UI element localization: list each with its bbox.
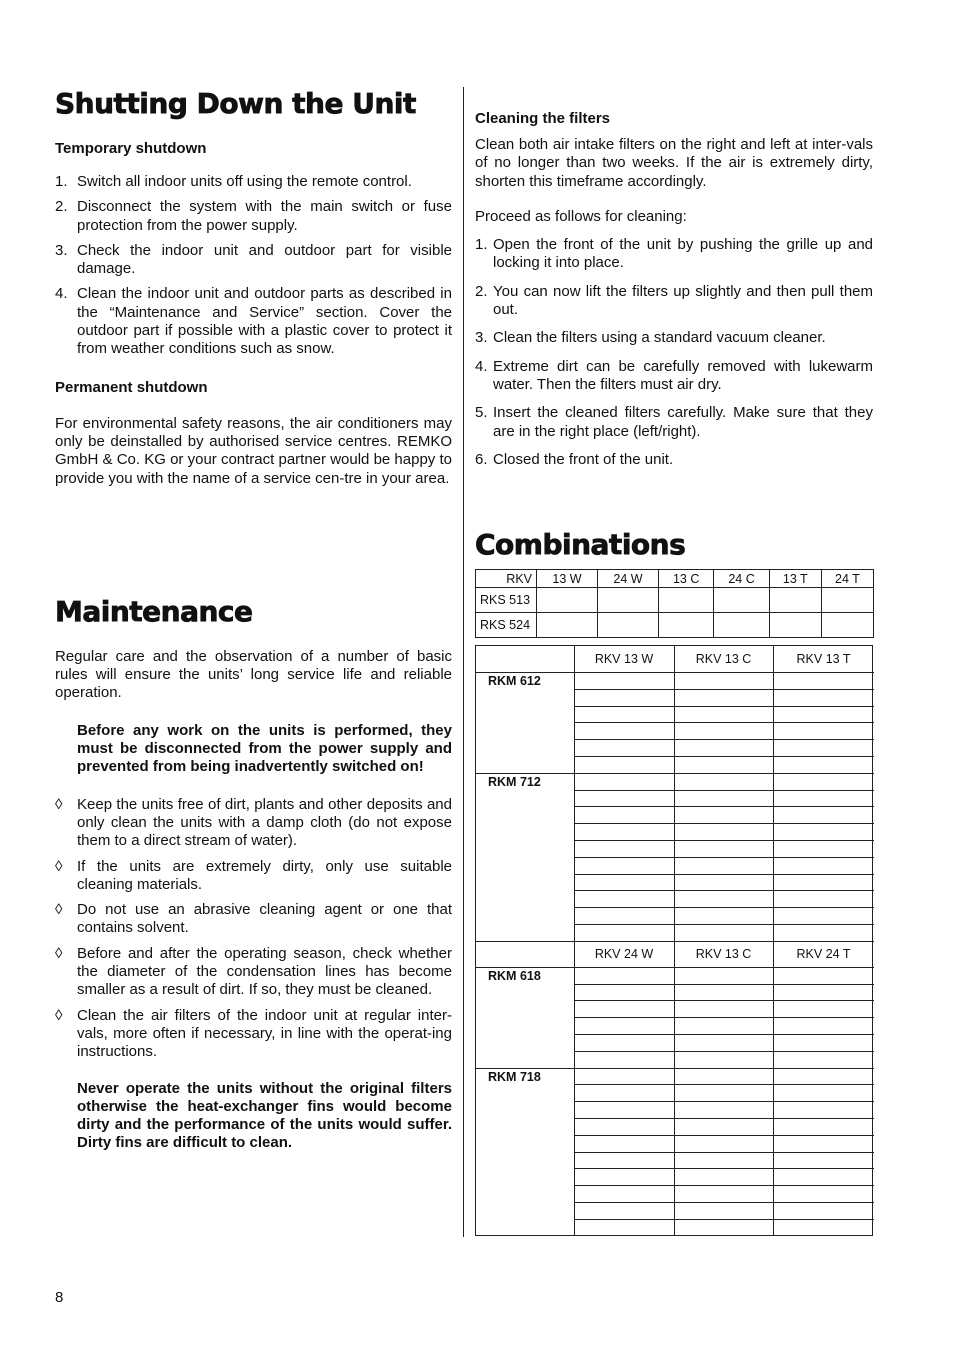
list-item (475, 283, 873, 320)
grid-line (574, 823, 874, 824)
grid-line (574, 689, 874, 690)
filters-heading: Cleaning the filters (475, 110, 611, 127)
list-text: Open the front of the unit by pushing the grille up and locking it into place. (493, 236, 873, 272)
grid-line (574, 1034, 874, 1035)
grid-line (476, 967, 874, 968)
grid-line (574, 857, 874, 858)
list-text: Clean the filters using a standard vacuum cleaner. (493, 329, 826, 347)
grid-line (574, 1219, 874, 1220)
table-cell (714, 588, 769, 613)
list-number: 5. (475, 404, 488, 422)
grid-line (574, 790, 874, 791)
list-number: 3. (55, 241, 68, 259)
table-cell (537, 613, 598, 638)
grid-line (574, 890, 874, 891)
combinations-title: Combinations (475, 528, 686, 561)
grid-line (574, 806, 874, 807)
grid-line (574, 907, 874, 908)
grid-line (574, 1101, 874, 1102)
grid-line (574, 1051, 874, 1052)
left-column (55, 84, 452, 1153)
grid-line (476, 1068, 574, 1069)
proceed-text: Proceed as follows for cleaning: (475, 207, 687, 225)
list-number: 4. (55, 285, 68, 303)
grid-line (574, 756, 874, 757)
table-header-cell: 24 T (821, 570, 873, 588)
list-item (55, 173, 452, 191)
group-label: RKM 718 (488, 1069, 541, 1084)
filter-warning: Never operate the units without the original filters otherwise the heat-exchanger fins would become dirty and the performance of the units would suffer. Dirty fins are difficult to clean. (77, 1079, 452, 1152)
list-item (55, 1007, 452, 1062)
shutdown-title: Shutting Down the Unit (55, 87, 416, 120)
grid-line (574, 1118, 874, 1119)
page-number: 8 (55, 1289, 64, 1306)
column-divider (463, 87, 464, 1237)
maintenance-bullets (55, 796, 452, 1062)
power-warning: Before any work on the units is performed, they must be disconnected from the power supply and prevented from being inadvertently switched on! (77, 721, 452, 776)
diamond-bullet: ◊ (55, 901, 63, 919)
grid-line (574, 1000, 874, 1001)
grid-line (574, 773, 874, 774)
table-cell (821, 588, 873, 613)
table-header-cell: 13 T (769, 570, 821, 588)
list-text: Before and after the operating season, check whether the diameter of the condensation lines has become smaller as a result of dirt. If so, they must be cleaned. (77, 944, 452, 999)
diamond-bullet: ◊ (55, 795, 63, 813)
grid-line (476, 941, 874, 942)
table-cell (769, 588, 821, 613)
maintenance-intro: Regular care and the observation of a number of basic rules will ensure the units’ long service life and reliable operation. (55, 647, 452, 702)
list-text: Switch all indoor units off using the remote control. (77, 173, 412, 190)
grid-line (574, 1202, 874, 1203)
grid-line (574, 874, 874, 875)
list-number: 2. (475, 282, 488, 300)
table-row (476, 613, 874, 638)
table-cell (597, 613, 658, 638)
list-text: Closed the front of the unit. (493, 450, 674, 468)
diamond-bullet: ◊ (55, 944, 63, 962)
list-item (55, 901, 452, 938)
table-cell (658, 588, 713, 613)
list-item (55, 242, 452, 279)
table-header-cell: RKV (476, 570, 537, 588)
permanent-shutdown-text: For environmental safety reasons, the air conditioners may only be deinstalled by authorised service centres. REMKO GmbH & Co. KG or your contract partner would be happy to provide you with the name of a service cen-tre in your area. (55, 414, 452, 487)
list-item (475, 236, 873, 273)
list-number: 1. (55, 173, 68, 190)
grid-line (574, 722, 874, 723)
table-cell (821, 613, 873, 638)
list-number: 2. (55, 198, 68, 216)
filters-intro: Clean both air intake filters on the right and left at inter-vals of no longer than two weeks. If the air is extremely dirty, shorten this timeframe accordingly. (475, 136, 873, 190)
table-cell (714, 613, 769, 638)
list-text: Check the indoor unit and outdoor part for visible damage. (77, 241, 452, 278)
combinations-table-rkm (475, 645, 873, 1236)
temporary-steps-list (55, 173, 452, 359)
grid-line (574, 984, 874, 985)
maintenance-title: Maintenance (55, 594, 253, 628)
list-item (475, 358, 873, 395)
list-text: Disconnect the system with the main switch or fuse protection from the power supply. (77, 198, 452, 234)
temporary-shutdown-heading: Temporary shutdown (55, 140, 207, 157)
list-item (55, 796, 452, 851)
table-header-cell: 13 W (537, 570, 598, 588)
grid-line (574, 739, 874, 740)
grid-line (574, 1168, 874, 1169)
list-item (55, 198, 452, 235)
table-cell (537, 588, 598, 613)
table-cell (769, 613, 821, 638)
list-item (55, 285, 452, 358)
table-header-cell: 13 C (658, 570, 713, 588)
list-text: Insert the cleaned filters carefully. Make sure that they are in the right place (left/right). (493, 404, 873, 440)
list-text: Clean the indoor unit and outdoor parts as described in the “Maintenance and Service” section. Cover the outdoor part if possible with a plastic cover to protect it from weather conditions such as snow. (77, 285, 452, 358)
right-column (475, 110, 873, 469)
grid-line (574, 646, 575, 1235)
list-item (475, 329, 873, 347)
grid-line (574, 1152, 874, 1153)
grid-line (574, 706, 874, 707)
row-label: RKS 513 (476, 588, 537, 613)
grid-line (574, 1017, 874, 1018)
list-item (475, 451, 873, 469)
list-number: 3. (475, 329, 488, 347)
table-cell (597, 588, 658, 613)
column-header: RKV 13 W (594, 652, 654, 666)
row-label: RKS 524 (476, 613, 537, 638)
table-header-row (476, 570, 874, 588)
permanent-shutdown-heading: Permanent shutdown (55, 378, 208, 396)
list-number: 6. (475, 450, 488, 468)
group-label: RKM 712 (488, 774, 541, 789)
grid-line (773, 646, 774, 1235)
list-number: 1. (475, 236, 488, 254)
grid-line (574, 924, 874, 925)
list-text: If the units are extremely dirty, only use suitable cleaning materials. (77, 857, 452, 893)
cleaning-steps-list (475, 236, 873, 469)
list-text: Do not use an abrasive cleaning agent or one that contains solvent. (77, 901, 452, 937)
grid-line (574, 840, 874, 841)
group-label: RKM 612 (488, 674, 541, 688)
grid-line (574, 1185, 874, 1186)
table-cell (658, 613, 713, 638)
list-text: You can now lift the filters up slightly and then pull them out. (493, 282, 873, 319)
column-header: RKV 24 W (594, 946, 654, 961)
table-header-cell: 24 W (597, 570, 658, 588)
list-item (475, 404, 873, 441)
list-item (55, 945, 452, 1000)
grid-line (574, 1135, 874, 1136)
list-text: Extreme dirt can be carefully removed with lukewarm water. Then the filters must air dry. (493, 357, 873, 393)
grid-line (674, 646, 675, 1235)
grid-line (574, 1084, 874, 1085)
column-header: RKV 13 C (695, 946, 752, 961)
list-text: Clean the air filters of the indoor unit at regular inter-vals, more often if necessary, in line with the operat-ing instructions. (77, 1006, 452, 1061)
list-item (55, 858, 452, 895)
table-row (476, 588, 874, 613)
grid-line (476, 672, 874, 673)
list-number: 4. (475, 357, 488, 375)
list-text: Keep the units free of dirt, plants and other deposits and only clean the units with a damp cloth (do not expose them to a direct stream of water). (77, 795, 452, 850)
combinations-table-rks (475, 569, 874, 638)
group-label: RKM 618 (488, 968, 541, 983)
grid-line (574, 1068, 874, 1069)
table-header-cell: 24 C (714, 570, 769, 588)
diamond-bullet: ◊ (55, 1006, 63, 1024)
diamond-bullet: ◊ (55, 857, 63, 875)
grid-line (476, 773, 574, 774)
column-header: RKV 24 T (796, 946, 851, 961)
column-header: RKV 13 C (695, 652, 752, 666)
column-header: RKV 13 T (796, 652, 851, 666)
